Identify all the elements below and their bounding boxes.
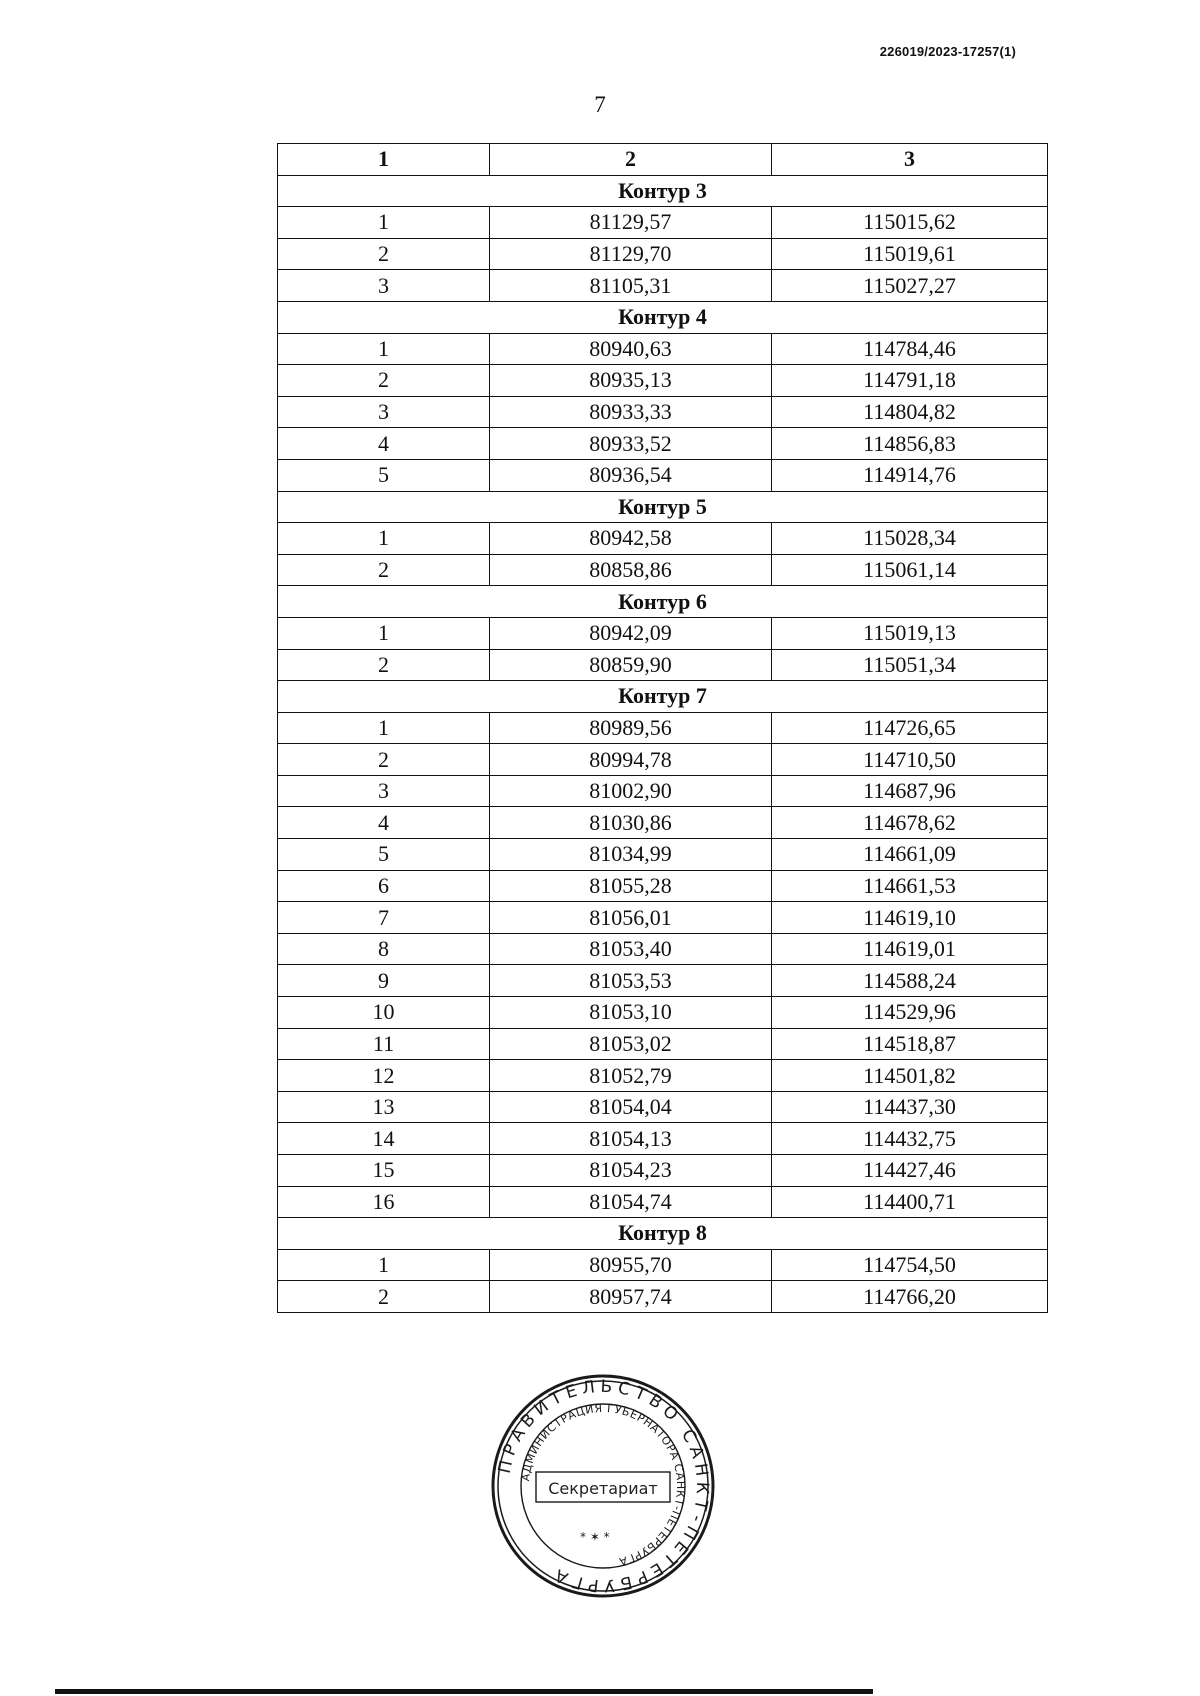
table-row — [278, 523, 1048, 555]
y-coordinate-cell: 115015,62 — [772, 207, 1048, 239]
table-row — [278, 1028, 1048, 1060]
point-number-cell: 11 — [278, 1028, 490, 1060]
point-number-cell: 16 — [278, 1186, 490, 1218]
table-row — [278, 1249, 1048, 1281]
point-number-cell: 1 — [278, 333, 490, 365]
point-number-cell: 7 — [278, 902, 490, 934]
x-coordinate-cell: 80989,56 — [490, 712, 772, 744]
svg-text:* ✶ *: * ✶ * — [580, 1530, 610, 1544]
x-coordinate-cell: 81054,74 — [490, 1186, 772, 1218]
table-row — [278, 365, 1048, 397]
contour-title: Контур 8 — [278, 1218, 1048, 1250]
document-number: 226019/2023-17257(1) — [879, 44, 1016, 59]
table-row — [278, 712, 1048, 744]
point-number-cell: 13 — [278, 1091, 490, 1123]
x-coordinate-cell: 81030,86 — [490, 807, 772, 839]
x-coordinate-cell: 80933,52 — [490, 428, 772, 460]
x-coordinate-cell: 81054,04 — [490, 1091, 772, 1123]
y-coordinate-cell: 115061,14 — [772, 554, 1048, 586]
y-coordinate-cell: 114529,96 — [772, 997, 1048, 1029]
table-row — [278, 997, 1048, 1029]
seal-outer-text: ПРАВИТЕЛЬСТВО САНКТ-ПЕТЕРБУРГА — [494, 1376, 713, 1596]
contour-title: Контур 3 — [278, 175, 1048, 207]
x-coordinate-cell: 80994,78 — [490, 744, 772, 776]
table-row — [278, 459, 1048, 491]
table-row — [278, 902, 1048, 934]
coordinates-table — [277, 143, 1048, 1313]
table-row — [278, 396, 1048, 428]
x-coordinate-cell: 81053,10 — [490, 997, 772, 1029]
point-number-cell: 14 — [278, 1123, 490, 1155]
point-number-cell: 1 — [278, 523, 490, 555]
point-number-cell: 12 — [278, 1060, 490, 1092]
table-body — [278, 175, 1048, 1312]
y-coordinate-cell: 114437,30 — [772, 1091, 1048, 1123]
point-number-cell: 2 — [278, 744, 490, 776]
table-row — [278, 1123, 1048, 1155]
y-coordinate-cell: 114754,50 — [772, 1249, 1048, 1281]
table-row — [278, 1060, 1048, 1092]
y-coordinate-cell: 114400,71 — [772, 1186, 1048, 1218]
x-coordinate-cell: 80858,86 — [490, 554, 772, 586]
table-header-row — [278, 144, 1048, 176]
point-number-cell: 2 — [278, 1281, 490, 1313]
table-row — [278, 649, 1048, 681]
x-coordinate-cell: 80936,54 — [490, 459, 772, 491]
y-coordinate-cell: 114784,46 — [772, 333, 1048, 365]
header-cell-1: 1 — [278, 144, 490, 176]
seal-center-label: Секретариат — [548, 1479, 658, 1498]
table-row — [278, 428, 1048, 460]
y-coordinate-cell: 114710,50 — [772, 744, 1048, 776]
point-number-cell: 5 — [278, 459, 490, 491]
table-row — [278, 870, 1048, 902]
table-row — [278, 775, 1048, 807]
x-coordinate-cell: 80942,58 — [490, 523, 772, 555]
x-coordinate-cell: 80933,33 — [490, 396, 772, 428]
table-row — [278, 1155, 1048, 1187]
y-coordinate-cell: 115019,13 — [772, 617, 1048, 649]
point-number-cell: 6 — [278, 870, 490, 902]
table-row — [278, 238, 1048, 270]
table-row — [278, 1281, 1048, 1313]
x-coordinate-cell: 81052,79 — [490, 1060, 772, 1092]
y-coordinate-cell: 114518,87 — [772, 1028, 1048, 1060]
x-coordinate-cell: 81054,23 — [490, 1155, 772, 1187]
contour-title: Контур 5 — [278, 491, 1048, 523]
y-coordinate-cell: 115051,34 — [772, 649, 1048, 681]
x-coordinate-cell: 80859,90 — [490, 649, 772, 681]
table-row — [278, 617, 1048, 649]
x-coordinate-cell: 81053,40 — [490, 933, 772, 965]
point-number-cell: 3 — [278, 396, 490, 428]
point-number-cell: 10 — [278, 997, 490, 1029]
x-coordinate-cell: 81105,31 — [490, 270, 772, 302]
x-coordinate-cell: 81129,70 — [490, 238, 772, 270]
x-coordinate-cell: 80940,63 — [490, 333, 772, 365]
y-coordinate-cell: 114791,18 — [772, 365, 1048, 397]
table-row — [278, 1091, 1048, 1123]
page-number: 7 — [594, 92, 606, 117]
y-coordinate-cell: 114588,24 — [772, 965, 1048, 997]
y-coordinate-cell: 114619,10 — [772, 902, 1048, 934]
contour-header-row — [278, 681, 1048, 713]
table-row — [278, 965, 1048, 997]
y-coordinate-cell: 114687,96 — [772, 775, 1048, 807]
y-coordinate-cell: 114432,75 — [772, 1123, 1048, 1155]
point-number-cell: 5 — [278, 839, 490, 871]
y-coordinate-cell: 115027,27 — [772, 270, 1048, 302]
y-coordinate-cell: 114726,65 — [772, 712, 1048, 744]
x-coordinate-cell: 81002,90 — [490, 775, 772, 807]
x-coordinate-cell: 81054,13 — [490, 1123, 772, 1155]
table-row — [278, 839, 1048, 871]
y-coordinate-cell: 115019,61 — [772, 238, 1048, 270]
x-coordinate-cell: 81034,99 — [490, 839, 772, 871]
bottom-border-line — [55, 1689, 873, 1694]
contour-header-row — [278, 1218, 1048, 1250]
point-number-cell: 3 — [278, 775, 490, 807]
table-row — [278, 807, 1048, 839]
y-coordinate-cell: 114427,46 — [772, 1155, 1048, 1187]
point-number-cell: 15 — [278, 1155, 490, 1187]
point-number-cell: 2 — [278, 554, 490, 586]
y-coordinate-cell: 114661,53 — [772, 870, 1048, 902]
y-coordinate-cell: 114619,01 — [772, 933, 1048, 965]
contour-header-row — [278, 586, 1048, 618]
contour-header-row — [278, 491, 1048, 523]
table-row — [278, 333, 1048, 365]
point-number-cell: 2 — [278, 365, 490, 397]
table-row — [278, 744, 1048, 776]
x-coordinate-cell: 81055,28 — [490, 870, 772, 902]
y-coordinate-cell: 114804,82 — [772, 396, 1048, 428]
point-number-cell: 1 — [278, 207, 490, 239]
header-cell-3: 3 — [772, 144, 1048, 176]
y-coordinate-cell: 114678,62 — [772, 807, 1048, 839]
contour-header-row — [278, 175, 1048, 207]
y-coordinate-cell: 114856,83 — [772, 428, 1048, 460]
x-coordinate-cell: 81129,57 — [490, 207, 772, 239]
y-coordinate-cell: 114661,09 — [772, 839, 1048, 871]
seal-inner-text: АДМИНИСТРАЦИЯ ГУБЕРНАТОРА САНКТ-ПЕТЕРБУРГА — [519, 1401, 688, 1569]
table-row — [278, 207, 1048, 239]
x-coordinate-cell: 81053,53 — [490, 965, 772, 997]
x-coordinate-cell: 81056,01 — [490, 902, 772, 934]
point-number-cell: 4 — [278, 807, 490, 839]
y-coordinate-cell: 114914,76 — [772, 459, 1048, 491]
x-coordinate-cell: 80942,09 — [490, 617, 772, 649]
point-number-cell: 2 — [278, 649, 490, 681]
point-number-cell: 1 — [278, 617, 490, 649]
contour-title: Контур 6 — [278, 586, 1048, 618]
y-coordinate-cell: 115028,34 — [772, 523, 1048, 555]
x-coordinate-cell: 80955,70 — [490, 1249, 772, 1281]
point-number-cell: 9 — [278, 965, 490, 997]
point-number-cell: 1 — [278, 1249, 490, 1281]
contour-header-row — [278, 301, 1048, 333]
contour-title: Контур 7 — [278, 681, 1048, 713]
contour-title: Контур 4 — [278, 301, 1048, 333]
point-number-cell: 3 — [278, 270, 490, 302]
table-row — [278, 933, 1048, 965]
point-number-cell: 4 — [278, 428, 490, 460]
x-coordinate-cell: 80957,74 — [490, 1281, 772, 1313]
point-number-cell: 1 — [278, 712, 490, 744]
point-number-cell: 2 — [278, 238, 490, 270]
header-cell-2: 2 — [490, 144, 772, 176]
table-row — [278, 1186, 1048, 1218]
table-row — [278, 554, 1048, 586]
y-coordinate-cell: 114501,82 — [772, 1060, 1048, 1092]
point-number-cell: 8 — [278, 933, 490, 965]
table-row — [278, 270, 1048, 302]
x-coordinate-cell: 81053,02 — [490, 1028, 772, 1060]
x-coordinate-cell: 80935,13 — [490, 365, 772, 397]
y-coordinate-cell: 114766,20 — [772, 1281, 1048, 1313]
